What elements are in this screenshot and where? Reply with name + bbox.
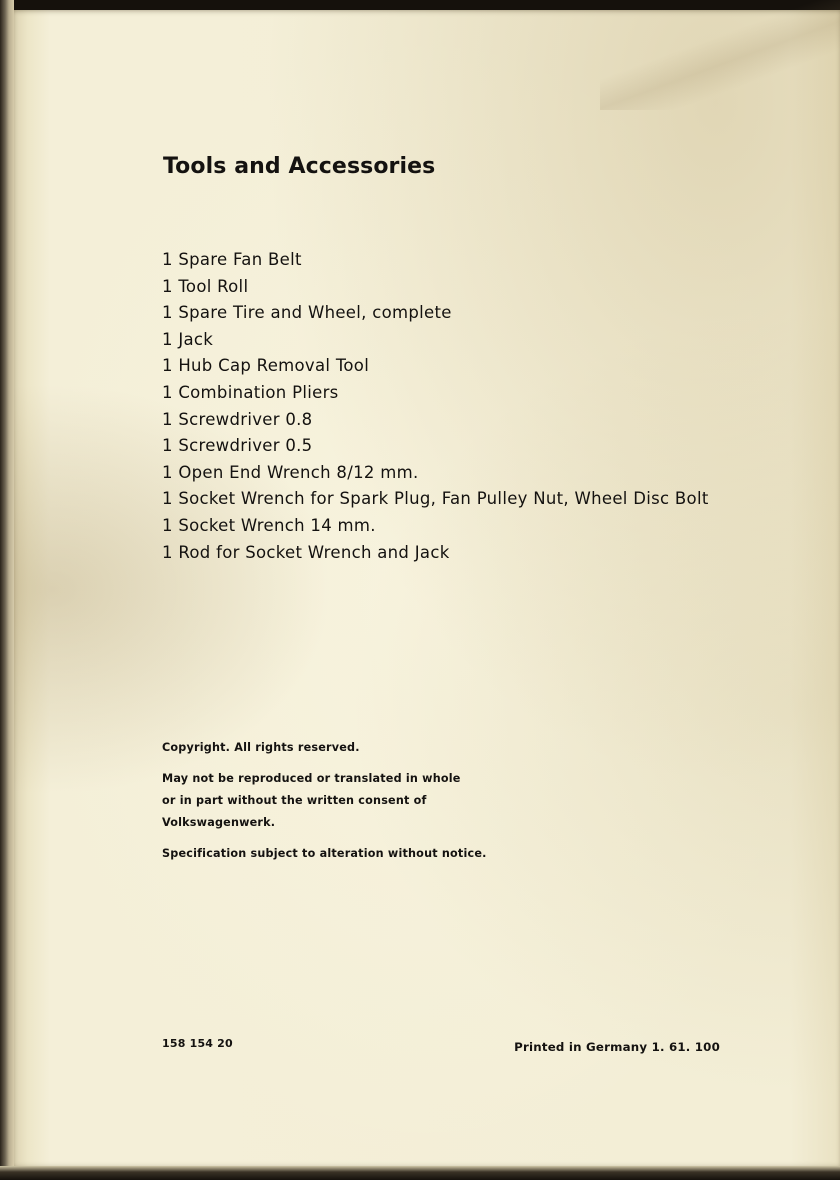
list-item: 1 Socket Wrench 14 mm.: [162, 515, 376, 535]
list-item: 1 Tool Roll: [162, 276, 249, 296]
list-item: 1 Open End Wrench 8/12 mm.: [162, 462, 419, 482]
list-item: 1 Rod for Socket Wrench and Jack: [162, 542, 450, 562]
list-item: 1 Spare Fan Belt: [162, 250, 302, 269]
copyright-notice: [162, 737, 582, 865]
list-item: 1 Screwdriver 0.8: [162, 409, 313, 429]
print-info: Printed in Germany 1. 61. 100: [514, 1040, 720, 1054]
list-item: 1 Spare Tire and Wheel, complete: [162, 303, 452, 323]
list-item: 1 Combination Pliers: [162, 382, 339, 402]
specification-line: Specification subject to alteration without notice.: [162, 847, 487, 860]
reproduction-line: Volkswagenwerk.: [162, 816, 276, 829]
reproduction-line: May not be reproduced or translated in whole: [162, 772, 461, 785]
part-number: 158 154 20: [162, 1037, 233, 1050]
copyright-line: Copyright. All rights reserved.: [162, 741, 360, 754]
list-item: 1 Socket Wrench for Spark Plug, Fan Pulley Nut, Wheel Disc Bolt: [162, 489, 709, 509]
list-item: 1 Hub Cap Removal Tool: [162, 356, 370, 376]
list-item: 1 Jack: [162, 329, 214, 349]
tools-list: [162, 247, 709, 566]
page-title: Tools and Accessories: [163, 154, 436, 179]
list-item: 1 Screwdriver 0.5: [162, 436, 313, 456]
reproduction-line: or in part without the written consent of: [162, 794, 427, 807]
